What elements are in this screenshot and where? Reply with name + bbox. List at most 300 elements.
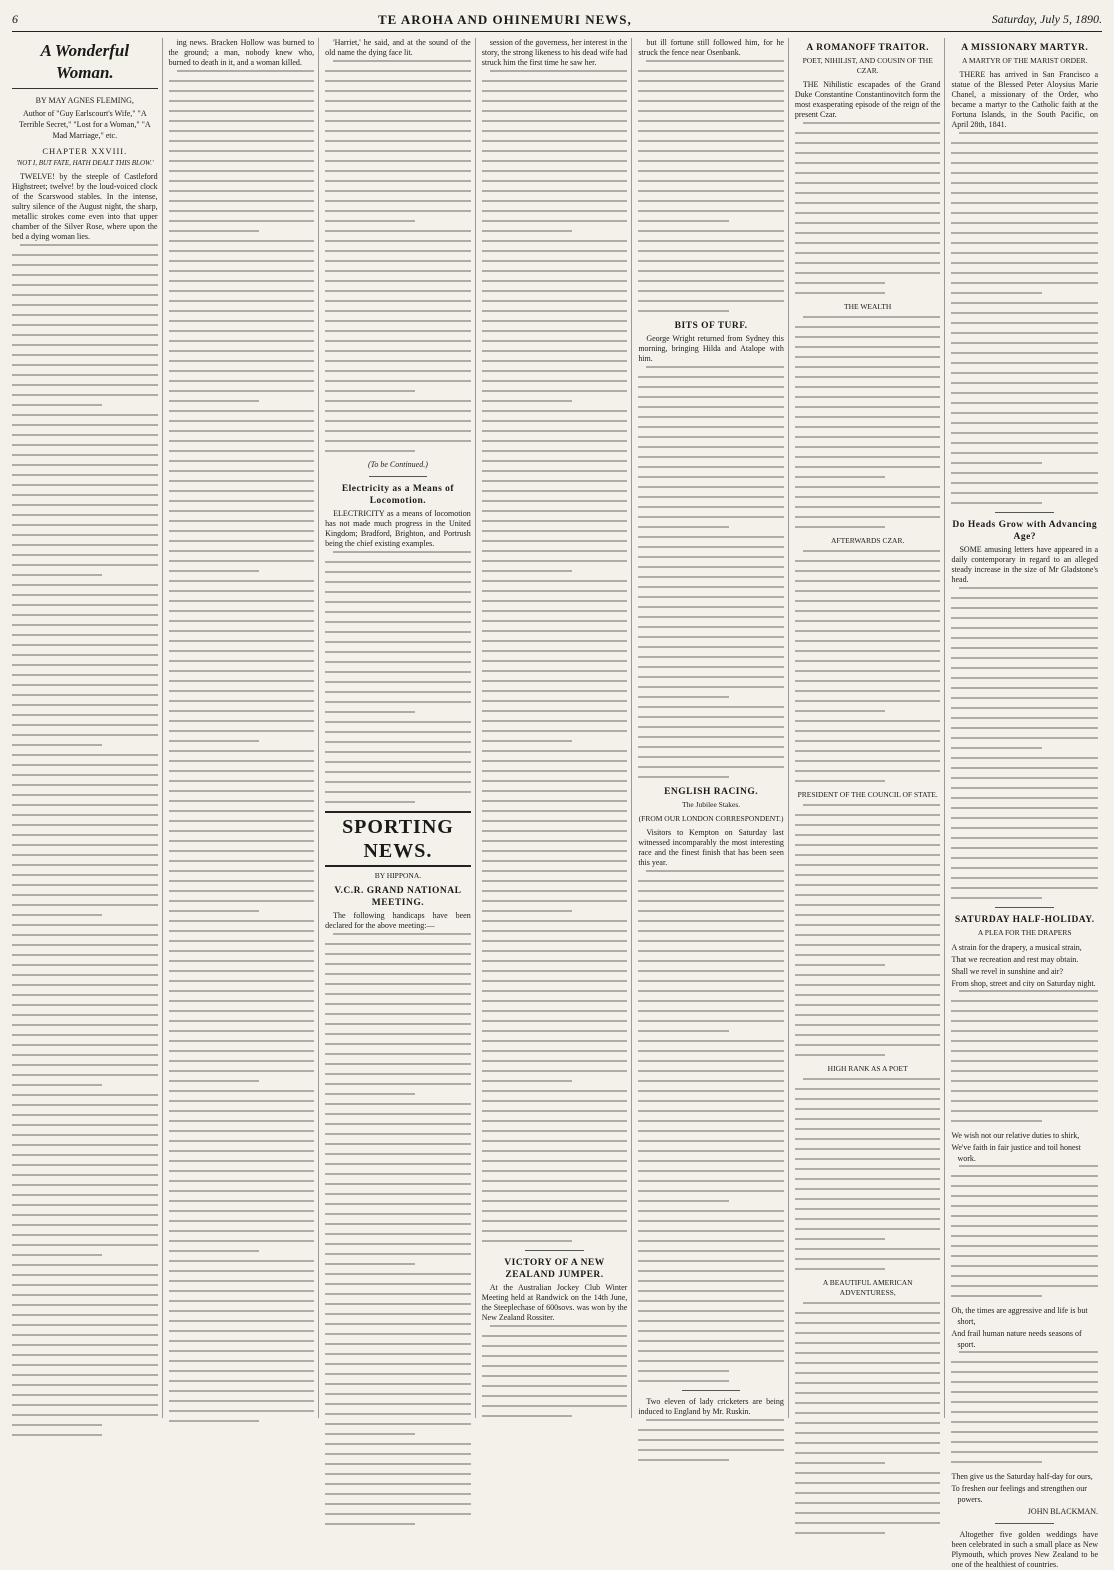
text-line bbox=[638, 240, 784, 242]
text-line bbox=[951, 442, 1098, 444]
text-line bbox=[638, 596, 784, 598]
text-line bbox=[325, 1383, 471, 1385]
text-line bbox=[12, 434, 158, 436]
text-line bbox=[12, 954, 158, 956]
text-line bbox=[325, 791, 471, 793]
text-line bbox=[482, 1100, 628, 1102]
to-be-continued: (To be Continued.) bbox=[367, 460, 428, 469]
text-line bbox=[482, 400, 572, 402]
text-line bbox=[12, 684, 158, 686]
text-line bbox=[325, 430, 471, 432]
text-line bbox=[795, 1044, 941, 1046]
text-line bbox=[795, 854, 941, 856]
text-line bbox=[325, 1133, 471, 1135]
text-line bbox=[951, 1110, 1098, 1112]
text-line bbox=[169, 1140, 315, 1142]
text-line bbox=[795, 750, 941, 752]
text-line bbox=[325, 611, 471, 613]
text-line bbox=[638, 930, 784, 932]
text-line bbox=[951, 262, 1098, 264]
text-line bbox=[325, 1253, 471, 1255]
text-line bbox=[325, 1203, 471, 1205]
text-line bbox=[638, 516, 784, 518]
text-line bbox=[325, 973, 471, 975]
text-line bbox=[951, 472, 1098, 474]
text-line bbox=[169, 1040, 315, 1042]
text-line bbox=[12, 864, 158, 866]
text-line bbox=[638, 200, 784, 202]
text-line bbox=[482, 530, 628, 532]
text-line bbox=[795, 336, 941, 338]
text-line bbox=[795, 406, 941, 408]
text-line bbox=[169, 1350, 315, 1352]
text-line bbox=[795, 1492, 941, 1494]
text-line bbox=[638, 1330, 784, 1332]
text-line bbox=[482, 200, 628, 202]
column-6 bbox=[795, 38, 946, 1418]
text-line bbox=[12, 464, 158, 466]
text-line bbox=[638, 606, 784, 608]
text-line bbox=[482, 580, 628, 582]
text-line bbox=[12, 1124, 158, 1126]
text-line bbox=[638, 636, 784, 638]
text-line bbox=[169, 670, 315, 672]
text-line bbox=[169, 1110, 315, 1112]
text-line bbox=[951, 887, 1098, 889]
text-line bbox=[482, 410, 628, 412]
text-line bbox=[325, 1323, 471, 1325]
text-line bbox=[169, 660, 315, 662]
closing-paragraph: Two eleven of lady cricketers are being induced to England by Mr. Ruskin. bbox=[638, 1397, 784, 1416]
text-line bbox=[12, 834, 158, 836]
text-line bbox=[795, 1462, 885, 1464]
text-line bbox=[12, 744, 102, 746]
text-line bbox=[638, 676, 784, 678]
text-line bbox=[638, 1080, 784, 1082]
text-line bbox=[951, 847, 1098, 849]
text-line bbox=[951, 1275, 1098, 1277]
text-line bbox=[638, 1090, 784, 1092]
text-line bbox=[795, 954, 941, 956]
text-line bbox=[12, 1014, 158, 1016]
text-line bbox=[951, 707, 1098, 709]
text-line bbox=[12, 1194, 158, 1196]
text-line bbox=[951, 272, 1098, 274]
text-line bbox=[795, 232, 941, 234]
text-line bbox=[169, 1160, 315, 1162]
text-line bbox=[638, 70, 784, 72]
text-line bbox=[169, 120, 315, 122]
text-line bbox=[169, 990, 315, 992]
poem-heading: SATURDAY HALF-HOLIDAY. bbox=[954, 915, 1095, 925]
text-line bbox=[638, 1270, 784, 1272]
sporting-news-banner: SPORTING NEWS. bbox=[325, 811, 471, 867]
text-line bbox=[12, 554, 158, 556]
text-line bbox=[325, 1093, 415, 1095]
text-line bbox=[951, 252, 1098, 254]
text-line bbox=[638, 910, 784, 912]
text-line bbox=[951, 827, 1098, 829]
text-line bbox=[325, 140, 471, 142]
text-line bbox=[12, 384, 158, 386]
text-line bbox=[169, 340, 315, 342]
text-line bbox=[638, 736, 784, 738]
text-line bbox=[12, 1144, 158, 1146]
text-line bbox=[12, 644, 158, 646]
text-line bbox=[951, 1361, 1098, 1363]
text-line bbox=[169, 170, 315, 172]
text-line bbox=[482, 980, 628, 982]
text-line bbox=[795, 730, 941, 732]
text-line bbox=[638, 646, 784, 648]
text-line bbox=[325, 1423, 471, 1425]
text-line bbox=[169, 1020, 315, 1022]
text-line bbox=[646, 60, 784, 62]
text-line bbox=[325, 220, 415, 222]
text-line bbox=[325, 90, 471, 92]
page-columns bbox=[12, 38, 1102, 1569]
text-line bbox=[325, 1083, 471, 1085]
body-text bbox=[795, 1078, 941, 1270]
text-line bbox=[482, 250, 628, 252]
text-line bbox=[12, 1244, 158, 1246]
text-line bbox=[638, 406, 784, 408]
text-line bbox=[169, 1390, 315, 1392]
text-line bbox=[638, 1100, 784, 1102]
text-line bbox=[951, 1175, 1098, 1177]
text-line bbox=[12, 334, 158, 336]
text-line bbox=[12, 1044, 158, 1046]
text-line bbox=[12, 894, 158, 896]
body-text bbox=[951, 1165, 1098, 1297]
text-line bbox=[951, 857, 1098, 859]
text-line bbox=[951, 747, 1042, 749]
text-line bbox=[169, 1420, 259, 1422]
text-line bbox=[169, 750, 315, 752]
text-line bbox=[482, 670, 628, 672]
text-line bbox=[482, 300, 628, 302]
text-line bbox=[951, 687, 1098, 689]
text-line bbox=[169, 810, 315, 812]
text-line bbox=[482, 780, 628, 782]
text-line bbox=[12, 1094, 158, 1096]
body-text bbox=[638, 366, 784, 778]
article-opening: THERE has arrived in San Francisco a statue of the Blessed Peter Aloysius Marie Chanel, a missionary of the Order, who became a martyr to the Catholic faith at the Fortuna Islands, in the South Pacific, on April 28th, 1841. bbox=[951, 70, 1099, 129]
text-line bbox=[795, 1248, 941, 1250]
divider bbox=[995, 907, 1054, 908]
text-line bbox=[12, 1284, 158, 1286]
text-line bbox=[951, 787, 1098, 789]
text-line bbox=[951, 1195, 1098, 1197]
text-line bbox=[490, 1325, 628, 1327]
text-line bbox=[951, 302, 1098, 304]
text-line bbox=[325, 1513, 471, 1515]
text-line bbox=[325, 1443, 471, 1445]
column-7 bbox=[951, 38, 1102, 1569]
text-line bbox=[12, 584, 158, 586]
text-line bbox=[325, 681, 471, 683]
text-line bbox=[482, 140, 628, 142]
poem-line: From shop, street and city on Saturday night. bbox=[951, 979, 1096, 988]
text-line bbox=[795, 874, 941, 876]
text-line bbox=[325, 1023, 471, 1025]
text-line bbox=[169, 1360, 315, 1362]
text-line bbox=[951, 1431, 1098, 1433]
text-line bbox=[482, 910, 572, 912]
text-line bbox=[795, 1198, 941, 1200]
text-line bbox=[795, 1054, 885, 1056]
text-line bbox=[795, 1024, 941, 1026]
text-line bbox=[169, 840, 315, 842]
text-line bbox=[325, 240, 471, 242]
text-line bbox=[638, 900, 784, 902]
text-line bbox=[482, 1365, 628, 1367]
text-line bbox=[638, 170, 784, 172]
text-line bbox=[951, 412, 1098, 414]
text-line bbox=[795, 650, 941, 652]
text-line bbox=[803, 122, 941, 124]
text-line bbox=[12, 1434, 102, 1436]
text-line bbox=[951, 617, 1098, 619]
text-line bbox=[325, 450, 415, 452]
text-line bbox=[325, 571, 471, 573]
text-line bbox=[638, 120, 784, 122]
text-line bbox=[951, 1391, 1098, 1393]
text-line bbox=[951, 392, 1098, 394]
text-line bbox=[795, 620, 941, 622]
text-line bbox=[638, 586, 784, 588]
text-line bbox=[482, 1240, 572, 1242]
text-line bbox=[169, 1210, 315, 1212]
text-line bbox=[169, 430, 315, 432]
text-line bbox=[795, 914, 941, 916]
text-line bbox=[482, 1030, 628, 1032]
text-line bbox=[482, 1190, 628, 1192]
poem-line: And frail human nature needs seasons of sport. bbox=[951, 1329, 1082, 1349]
text-line bbox=[12, 1054, 158, 1056]
text-line bbox=[482, 1415, 572, 1417]
text-line bbox=[325, 1433, 415, 1435]
text-line bbox=[795, 1004, 941, 1006]
text-line bbox=[795, 212, 941, 214]
text-line bbox=[325, 1193, 471, 1195]
text-line bbox=[951, 312, 1098, 314]
chapter-epigraph: 'NOT I, BUT FATE, HATH DEALT THIS BLOW.' bbox=[16, 159, 154, 167]
text-line bbox=[169, 290, 315, 292]
text-line bbox=[12, 344, 158, 346]
text-line bbox=[325, 100, 471, 102]
text-line bbox=[12, 914, 102, 916]
text-line bbox=[795, 1372, 941, 1374]
text-line bbox=[482, 1345, 628, 1347]
text-line bbox=[325, 1153, 471, 1155]
text-line bbox=[795, 1402, 941, 1404]
text-line bbox=[169, 250, 315, 252]
text-line bbox=[482, 100, 628, 102]
text-line bbox=[169, 1220, 315, 1222]
text-line bbox=[169, 270, 315, 272]
article-subheading: POET, NIHILIST, AND COUSIN OF THE CZAR. bbox=[802, 56, 933, 75]
text-line bbox=[12, 1204, 158, 1206]
text-line bbox=[325, 1063, 471, 1065]
text-line bbox=[795, 1178, 941, 1180]
text-line bbox=[169, 240, 315, 242]
text-line bbox=[169, 590, 315, 592]
text-line bbox=[795, 974, 941, 976]
text-line bbox=[12, 504, 158, 506]
text-line bbox=[12, 534, 158, 536]
text-line bbox=[638, 890, 784, 892]
text-line bbox=[169, 650, 315, 652]
article-heading: Do Heads Grow with Advancing Age? bbox=[952, 520, 1098, 542]
text-line bbox=[795, 416, 941, 418]
text-line bbox=[638, 920, 784, 922]
text-line bbox=[325, 1033, 471, 1035]
section-subheading: THE WEALTH bbox=[844, 302, 892, 311]
text-line bbox=[638, 466, 784, 468]
text-line bbox=[482, 1040, 628, 1042]
text-line bbox=[482, 1050, 628, 1052]
text-line bbox=[951, 867, 1098, 869]
text-line bbox=[482, 390, 628, 392]
text-line bbox=[951, 452, 1098, 454]
divider bbox=[369, 476, 427, 477]
text-line bbox=[325, 1163, 471, 1165]
text-line bbox=[325, 200, 471, 202]
text-line bbox=[325, 150, 471, 152]
text-line bbox=[951, 717, 1098, 719]
text-line bbox=[12, 654, 158, 656]
text-line bbox=[169, 1100, 315, 1102]
text-line bbox=[638, 250, 784, 252]
text-line bbox=[951, 1020, 1098, 1022]
text-line bbox=[482, 320, 628, 322]
text-line bbox=[795, 1228, 941, 1230]
text-line bbox=[482, 830, 628, 832]
text-line bbox=[795, 1432, 941, 1434]
body-text bbox=[482, 1325, 628, 1417]
text-line bbox=[325, 1413, 471, 1415]
text-line bbox=[169, 940, 315, 942]
text-line bbox=[482, 1405, 628, 1407]
text-line bbox=[12, 674, 158, 676]
divider bbox=[525, 1250, 583, 1251]
text-line bbox=[638, 1230, 784, 1232]
article-heading: BITS OF TURF. bbox=[674, 321, 748, 331]
text-line bbox=[482, 720, 628, 722]
article-subheading: A MARTYR OF THE MARIST ORDER. bbox=[961, 56, 1088, 65]
text-line bbox=[325, 711, 415, 713]
text-line bbox=[795, 262, 941, 264]
text-line bbox=[325, 561, 471, 563]
text-line bbox=[169, 230, 259, 232]
text-line bbox=[795, 1118, 941, 1120]
text-line bbox=[325, 1463, 471, 1465]
text-line bbox=[12, 264, 158, 266]
text-line bbox=[638, 100, 784, 102]
chapter-heading: CHAPTER XXVIII. bbox=[42, 146, 128, 156]
text-line bbox=[169, 1320, 315, 1322]
text-line bbox=[638, 626, 784, 628]
text-line bbox=[638, 456, 784, 458]
text-line bbox=[12, 424, 158, 426]
text-line bbox=[169, 880, 315, 882]
text-line bbox=[169, 300, 315, 302]
text-line bbox=[169, 1070, 315, 1072]
text-line bbox=[12, 734, 158, 736]
text-line bbox=[638, 376, 784, 378]
text-line bbox=[638, 536, 784, 538]
section-subheading: PRESIDENT OF THE COUNCIL OF STATE. bbox=[797, 790, 938, 799]
text-line bbox=[482, 930, 628, 932]
text-line bbox=[325, 170, 471, 172]
text-line bbox=[325, 1473, 471, 1475]
text-line bbox=[169, 180, 315, 182]
text-line bbox=[12, 1364, 158, 1366]
text-line bbox=[482, 1335, 628, 1337]
text-line bbox=[169, 790, 315, 792]
text-line bbox=[325, 330, 471, 332]
text-line bbox=[169, 620, 315, 622]
text-line bbox=[795, 680, 941, 682]
text-line bbox=[325, 943, 471, 945]
body-text bbox=[638, 1419, 784, 1461]
text-line bbox=[638, 396, 784, 398]
text-line bbox=[325, 1113, 471, 1115]
text-line bbox=[638, 776, 728, 778]
text-line bbox=[638, 1240, 784, 1242]
text-line bbox=[482, 880, 628, 882]
text-line bbox=[638, 310, 728, 312]
text-line bbox=[795, 1088, 941, 1090]
text-line bbox=[482, 480, 628, 482]
text-line bbox=[169, 150, 315, 152]
text-line bbox=[325, 1073, 471, 1075]
body-text bbox=[325, 60, 471, 452]
text-line bbox=[951, 697, 1098, 699]
text-line bbox=[638, 1260, 784, 1262]
text-line bbox=[638, 950, 784, 952]
text-line bbox=[795, 252, 941, 254]
text-line bbox=[12, 774, 158, 776]
text-line bbox=[951, 1040, 1098, 1042]
text-line bbox=[638, 1160, 784, 1162]
text-line bbox=[638, 546, 784, 548]
text-line bbox=[795, 182, 941, 184]
text-line bbox=[325, 1363, 471, 1365]
text-line bbox=[959, 1165, 1098, 1167]
text-line bbox=[325, 1293, 471, 1295]
text-line bbox=[169, 780, 315, 782]
text-line bbox=[482, 700, 628, 702]
text-line bbox=[325, 160, 471, 162]
text-line bbox=[169, 720, 315, 722]
text-line bbox=[638, 1170, 784, 1172]
body-text bbox=[795, 804, 941, 1056]
text-line bbox=[795, 560, 941, 562]
text-line bbox=[169, 190, 315, 192]
text-line bbox=[169, 950, 315, 952]
text-line bbox=[12, 1324, 158, 1326]
text-line bbox=[325, 1213, 471, 1215]
text-line bbox=[482, 690, 628, 692]
article-opening: THE Nihilistic escapades of the Grand Duke Constantine Constantinovitch form the most exasperating episode of the reign of the present Czar. bbox=[794, 80, 941, 119]
text-line bbox=[795, 526, 885, 528]
text-line bbox=[951, 1215, 1098, 1217]
issue-date: Saturday, July 5, 1890. bbox=[991, 12, 1102, 26]
body-text bbox=[169, 70, 315, 1422]
section-subheading: HIGH RANK AS A POET bbox=[827, 1064, 908, 1073]
